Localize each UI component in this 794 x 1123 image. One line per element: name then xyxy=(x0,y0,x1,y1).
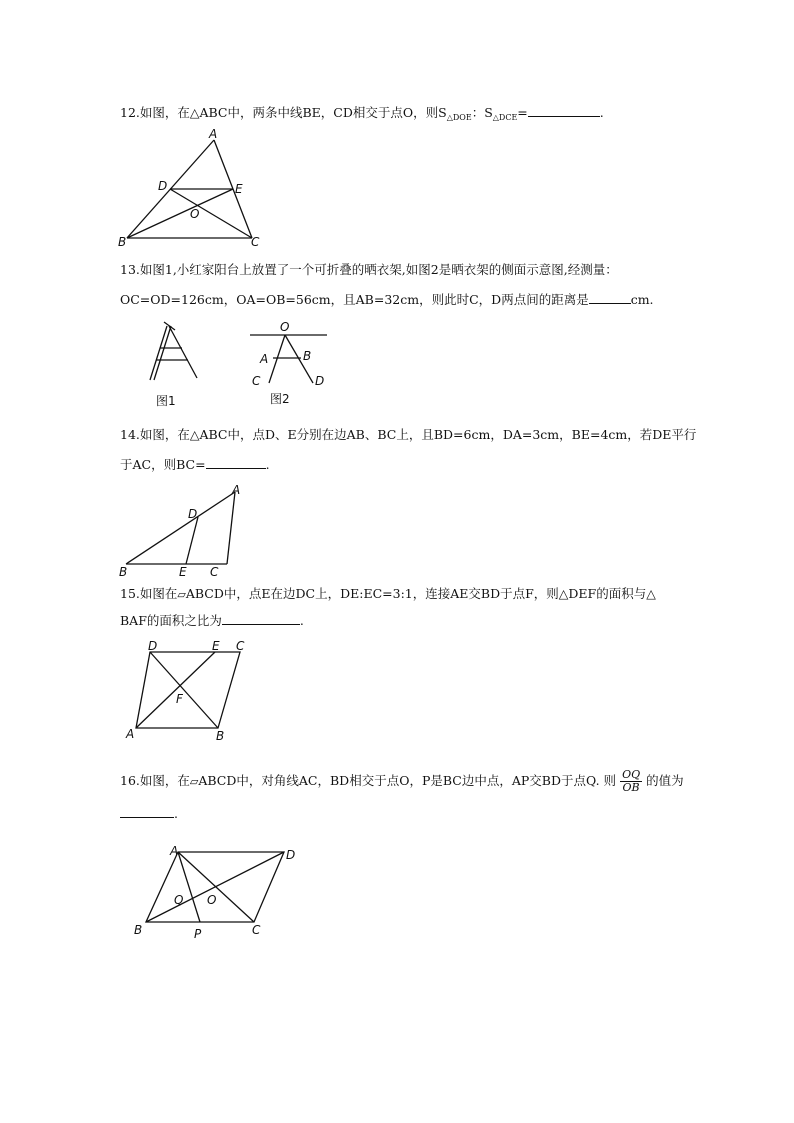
q14-label-a: A xyxy=(232,483,241,497)
q15-label-f: F xyxy=(176,692,183,706)
q15-answer-blank[interactable] xyxy=(222,612,300,625)
q15-label-c: C xyxy=(236,640,245,653)
q16-text-line2 xyxy=(120,805,178,823)
q14-label-b: B xyxy=(119,565,128,579)
parallelogram-symbol: ▱ xyxy=(177,588,186,601)
q15-label-e: E xyxy=(212,640,220,653)
q12-text-pre: 12.如图，在△ABC中，两条中线BE，CD相交于点O，则S xyxy=(120,105,447,120)
q15-label-a: A xyxy=(126,727,135,741)
q13-fig1-caption: 图1 xyxy=(156,394,176,408)
q15-text-line1 xyxy=(120,585,656,604)
q16-answer-blank[interactable] xyxy=(120,805,174,818)
q12-label-o: O xyxy=(190,207,200,221)
q16-label-a: A xyxy=(170,844,179,858)
q13-text-line1: 13.如图1,小红家阳台上放置了一个可折叠的晒衣架,如图2是晒衣架的侧面示意图,经测量： xyxy=(120,262,618,277)
q16-fraction xyxy=(620,769,642,794)
q12-label-e: E xyxy=(235,182,243,196)
q15-text-post: ABCD中，点E在边DC上，DE:EC=3:1，连接AE交BD于点F，则△DEF的面积与△ xyxy=(185,586,656,601)
q16-label-b: B xyxy=(134,923,143,937)
q14-label-d: D xyxy=(188,507,198,521)
q12-sub2: △DCE xyxy=(492,113,518,122)
q13-figure-1 xyxy=(142,318,204,410)
q16-text-pre: 16.如图，在 xyxy=(120,773,190,788)
q12-eq: = xyxy=(517,105,528,120)
q13-label-o: O xyxy=(280,320,290,334)
q15-text-line2-pre: BAF的面积之比为 xyxy=(120,613,222,628)
q16-label-q: Q xyxy=(174,893,184,907)
q12-colon: ：S xyxy=(471,105,493,120)
q14-text-line2 xyxy=(120,456,270,474)
q16-text-mid: ABCD中，对角线AC，BD相交于点O，P是BC边中点，AP交BD于点Q. 则 xyxy=(198,773,617,788)
q14-triangle-figure xyxy=(112,482,252,582)
q12-label-b: B xyxy=(118,235,127,249)
q13-answer-blank[interactable] xyxy=(589,291,631,304)
q12-end: . xyxy=(599,105,604,120)
q16-parallelogram-figure xyxy=(124,838,314,942)
q12-triangle-figure xyxy=(112,128,272,250)
q12-answer-blank[interactable] xyxy=(528,104,600,117)
q13-figure-2 xyxy=(245,318,335,410)
q16-label-o: O xyxy=(207,893,217,907)
q12-label-a: A xyxy=(209,128,218,141)
q14-answer-blank[interactable] xyxy=(206,456,266,469)
q16-label-p: P xyxy=(194,927,202,941)
q14-text-line1: 14.如图，在△ABC中，点D、E分别在边AB、BC上，且BD=6cm，DA=3cm，BE=4cm，若DE平行 xyxy=(120,427,697,442)
q15-text-line2-post: . xyxy=(299,613,304,628)
q13-text-line2 xyxy=(120,291,654,309)
q16-fraction-numerator: OQ xyxy=(622,768,641,781)
q15-label-b: B xyxy=(216,729,225,743)
parallelogram-symbol-2: ▱ xyxy=(189,775,199,788)
q13-label-a: A xyxy=(260,352,269,366)
q13-label-b: B xyxy=(303,349,312,363)
q15-text-pre: 15.如图在 xyxy=(120,586,178,601)
q16-label-d: D xyxy=(286,848,296,862)
q16-fraction-denominator: OB xyxy=(622,781,640,794)
q13-text-pre: OC=OD=126cm，OA=OB=56cm，且AB=32cm，则此时C，D两点间的距离是 xyxy=(120,292,589,307)
q13-label-d: D xyxy=(315,374,325,388)
q16-text-line1 xyxy=(120,768,684,795)
q12-label-d: D xyxy=(158,179,168,193)
q12-sub1: △DOE xyxy=(446,113,472,122)
q13-label-c: C xyxy=(252,374,261,388)
q12-text xyxy=(120,104,604,124)
q15-text-line2 xyxy=(120,612,304,630)
q14-text-post: . xyxy=(265,457,270,472)
q14-label-e: E xyxy=(179,565,187,579)
q14-label-c: C xyxy=(210,565,219,579)
q16-text-line2-post: . xyxy=(174,806,178,821)
q13-text-post: cm. xyxy=(630,292,654,307)
q12-label-c: C xyxy=(251,235,260,249)
q16-text-post: 的值为 xyxy=(646,773,684,788)
q13-fig2-caption: 图2 xyxy=(270,392,290,406)
q14-text-pre: 于AC，则BC= xyxy=(120,457,206,472)
q16-label-c: C xyxy=(252,923,261,937)
q15-label-d: D xyxy=(148,640,158,653)
q15-parallelogram-figure xyxy=(118,640,258,745)
